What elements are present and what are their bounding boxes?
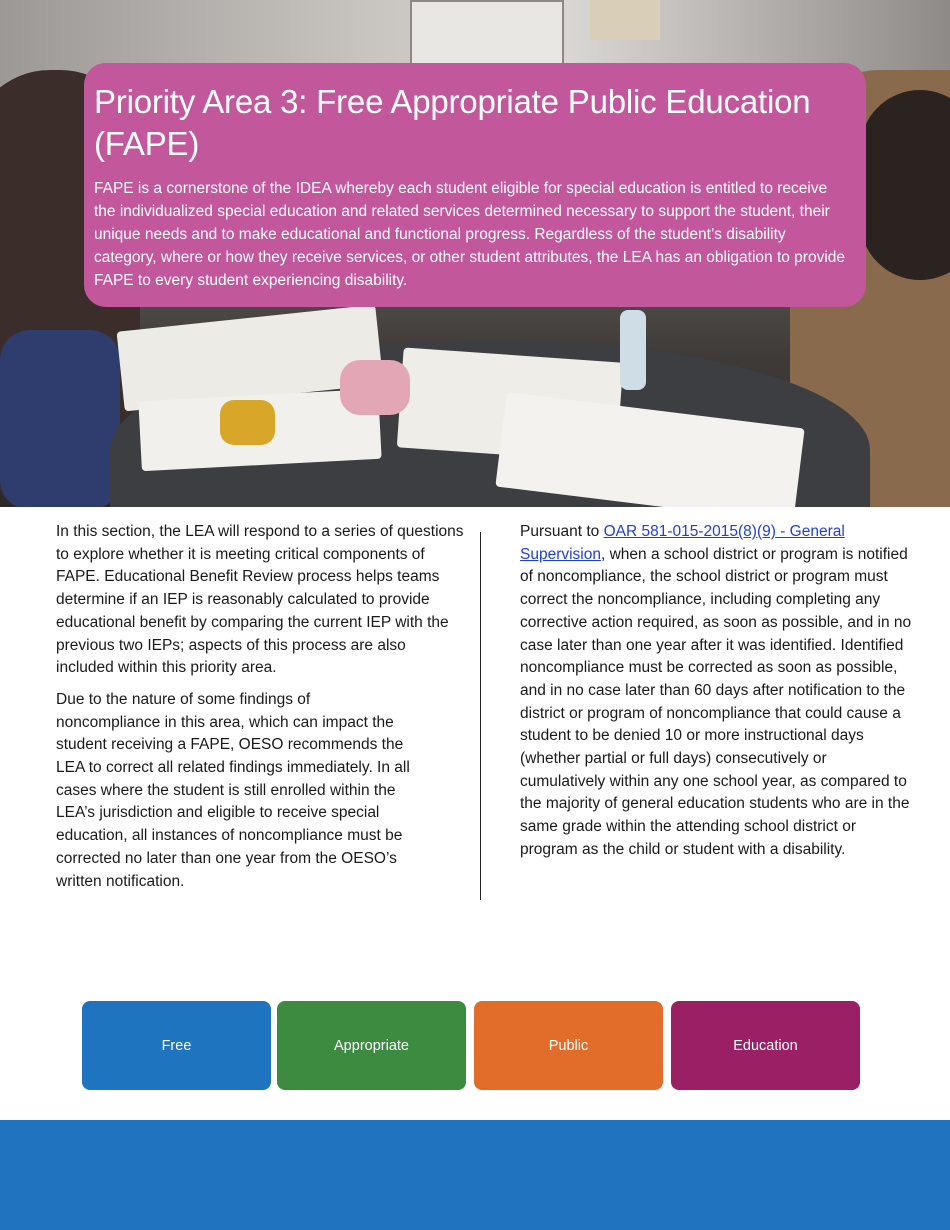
page-title: Priority Area 3: Free Appropriate Public Education (FAPE) xyxy=(94,83,811,162)
section-intro-paragraph: In this section, the LEA will respond to a series of questions to explore whether it is meeting critical components of FAPE. Educational Benefit Review process helps teams determine if an IEP is reasonably calculated to provide educational benefit by comparing the current IEP with the previous two IEPs; aspects of this process are also included within this priority area. xyxy=(56,523,464,677)
intro-paragraph: FAPE is a cornerstone of the IDEA whereby each student eligible for special education is entitled to receive the individualized special education and related services determined necessary to support the student, their unique needs and to make educational and functional progress. Regardless of the student’s disability category, where or how they receive services, or other student attributes, the LEA has an obligation to provide FAPE to every student experiencing disability. xyxy=(94,180,846,289)
supervision-body: , when a school district or program is notified of noncompliance, the school district or program must correct the noncompliance, including completing any corrective action required, as soon as possible, and in no case later than one year after it was identified. Identified noncompliance must be corrected as soon as possible, and in no case later than 60 days after notification to the district or program of noncompliance that could cause a student to be denied 10 or more instructional days (whether partial or full days) consecutively or cumulatively within any one school year, as compared to the majority of general education students who are in the same grade within the attending school district or program as the child or student with a disability. xyxy=(520,545,912,858)
photo-water-bottle xyxy=(620,310,646,390)
free-tile-label: Free xyxy=(161,1037,192,1054)
left-column xyxy=(56,521,466,902)
footer-band xyxy=(0,1120,950,1230)
right-column xyxy=(520,521,915,871)
oar-general-supervision-link[interactable]: OAR 581-015-2015(8)(9) - General Supervision xyxy=(520,523,845,563)
photo-pencil-pouch xyxy=(340,360,410,415)
photo-yellow-sleeve xyxy=(220,400,275,445)
public-tile-label: Public xyxy=(548,1037,589,1054)
photo-student-left-sleeve xyxy=(0,330,120,507)
appropriate-tile-label: Appropriate xyxy=(334,1037,409,1054)
photo-wall-frame xyxy=(590,0,660,40)
supervision-lead-in: Pursuant to xyxy=(520,523,604,540)
column-divider xyxy=(480,532,481,900)
supervision-paragraph xyxy=(520,521,915,862)
photo-student-right-hair xyxy=(860,90,950,280)
public-tile xyxy=(474,1001,663,1090)
education-tile-label: Education xyxy=(733,1037,798,1054)
education-tile xyxy=(671,1001,860,1090)
free-tile xyxy=(82,1001,271,1090)
noncompliance-paragraph: Due to the nature of some findings of noncompliance in this area, which can impact the student receiving a FAPE, OESO recommends the LEA to correct all related findings immediately. In all cases where the student is still enrolled within the LEA’s jurisdiction and eligible to receive special education, all instances of noncompliance must be corrected no later than one year from the OESO’s written notification. xyxy=(56,690,410,890)
title-card xyxy=(84,63,866,307)
appropriate-tile xyxy=(277,1001,466,1090)
